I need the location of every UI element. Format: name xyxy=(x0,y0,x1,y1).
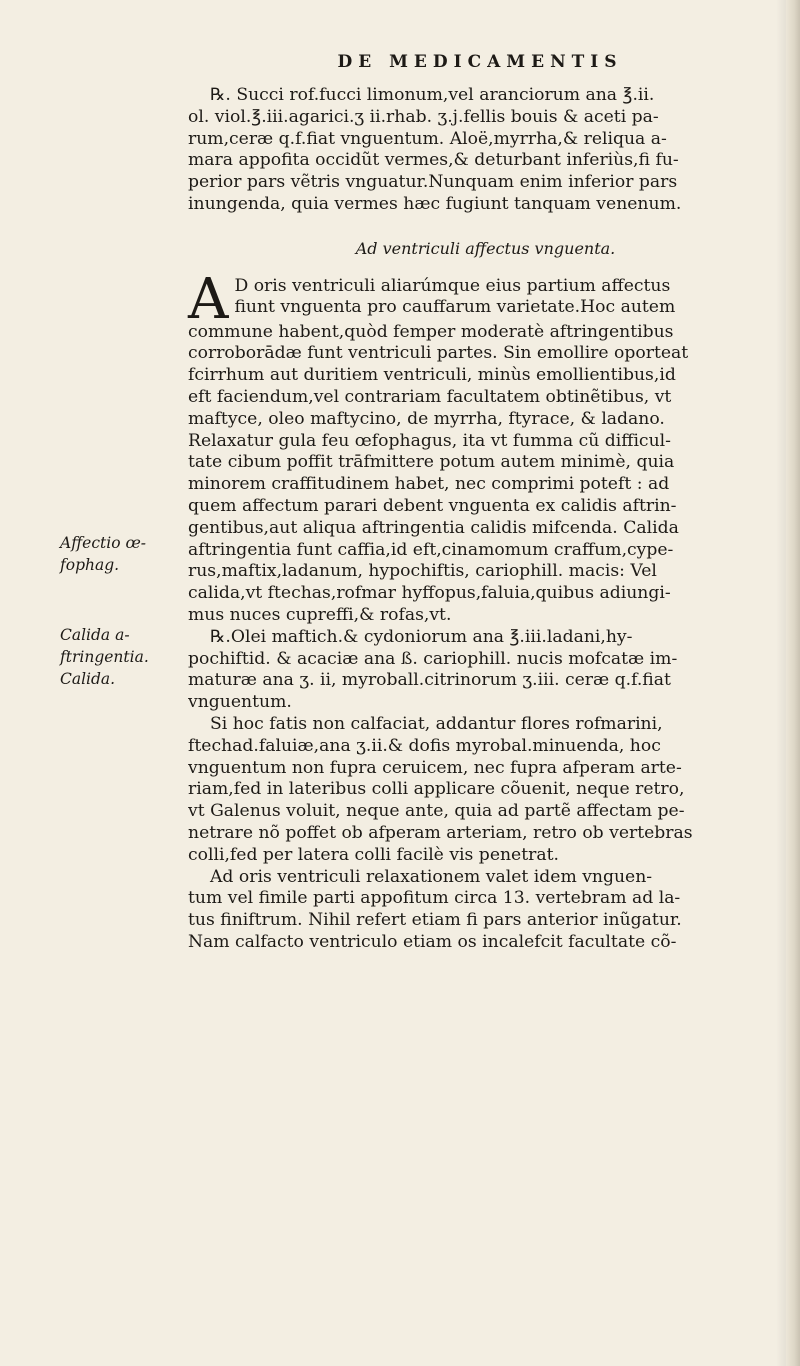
text-line: D oris ventriculi aliarúmque eius partium affectus xyxy=(234,275,671,296)
text-line: rus,maftix,ladanum, hypochiftis, cariophill. macis: Vel xyxy=(188,561,657,582)
text-line: quem affectum parari debent vnguenta ex calidis aftrin- xyxy=(188,495,677,516)
text-line: vnguentum. xyxy=(188,692,292,713)
margin-note-affectio: fophag. xyxy=(60,556,120,574)
text-line: tate cibum poffit trāfmittere potum autem minimè, quia xyxy=(188,452,675,473)
text-line: netrare nõ poffet ob afperam arteriam, retro ob vertebras xyxy=(188,822,693,843)
text-line: Ad oris ventriculi relaxationem valet idem vnguen- xyxy=(210,866,653,887)
text-line: calida,vt ftechas,rofmar hyffopus,faluia,quibus adiungi- xyxy=(188,583,671,604)
text-line: gentibus,aut aliqua aftringentia calidis mifcenda. Calida xyxy=(188,517,679,538)
text-line: riam,fed in lateribus colli applicare cõuenit, neque retro, xyxy=(188,779,685,800)
text-line: vnguentum non fupra ceruicem, nec fupra afperam arte- xyxy=(188,757,682,778)
paragraph-recipe-worms xyxy=(188,85,783,216)
text-line: colli,fed per latera colli facilè vis penetrat. xyxy=(188,844,559,865)
text-line: commune habent,quòd femper moderatè aftringentibus xyxy=(188,321,674,342)
text-line: inungenda, quia vermes hæc fugiunt tanquam venenum. xyxy=(188,193,682,214)
text-line: fcirrhum aut duritiem ventriculi, minùs emollientibus,id xyxy=(188,365,676,386)
margin-note-affectio: Affectio œ- xyxy=(60,534,147,552)
text-line: perior pars vẽtris vnguatur.Nunquam enim inferior pars xyxy=(188,172,678,193)
text-line: maturæ ana ʒ. ii, myroball.citrinorum ʒ.iii. ceræ q.f.fiat xyxy=(188,670,671,691)
text-line: mus nuces cupreffi,& rofas,vt. xyxy=(188,604,452,625)
text-line: ℞.Olei maftich.& cydoniorum ana ℥.iii.ladani,hy- xyxy=(210,626,633,647)
text-line: tum vel fimile parti appofitum circa 13. vertebram ad la- xyxy=(188,888,681,909)
text-line: Si hoc fatis non calfaciat, addantur flores rofmarini, xyxy=(210,713,663,734)
text-line: maftyce, oleo maftycino, de myrrha, ftyrace, & ladano. xyxy=(188,408,665,429)
text-line: tus finiftrum. Nihil refert etiam fi pars anterior inũgatur. xyxy=(188,910,682,931)
text-line: aftringentia funt caffia,id eft,cinamomum craffum,cype- xyxy=(188,539,674,560)
page-edge xyxy=(786,0,800,1366)
text-line: pochiftid. & acaciæ ana ß. cariophill. nucis mofcatæ im- xyxy=(188,648,678,669)
paragraph-recipe-mastic xyxy=(188,627,783,714)
paragraph-relaxation xyxy=(188,867,783,954)
margin-note-calida-astringentia: ftringentia. xyxy=(60,648,149,666)
section-heading: Ad ventriculi affectus vnguenta. xyxy=(355,238,616,258)
text-line: eft faciendum,vel contrariam facultatem obtinẽtibus, vt xyxy=(188,386,672,407)
text-line: ftechad.faluiæ,ana ʒ.ii.& dofis myrobal.minuenda, hoc xyxy=(188,735,661,756)
running-header: DE MEDICAMENTIS xyxy=(337,52,623,72)
text-line: minorem craffitudinem habet, nec comprimi poteft : ad xyxy=(188,474,670,495)
drop-cap: A xyxy=(188,266,229,332)
margin-note-calida: Calida. xyxy=(60,670,116,688)
text-line: rum,ceræ q.f.fiat vnguentum. Aloë,myrrha,& reliqua a- xyxy=(188,128,667,149)
margin-note-calida-astringentia: Calida a- xyxy=(60,626,130,644)
paragraph-stomach-ointments xyxy=(188,266,783,627)
text-line: mara appofita occidũt vermes,& deturbant inferiùs,fi fu- xyxy=(188,150,679,171)
text-line: corroborādæ funt ventriculi partes. Sin emollire oporteat xyxy=(188,343,689,364)
text-line: vt Galenus voluit, neque ante, quia ad partẽ affectam pe- xyxy=(188,801,685,822)
text-line: ol. viol.℥.iii.agarici.ʒ ii.rhab. ʒ.j.fellis bouis & aceti pa- xyxy=(188,106,659,127)
paragraph-application xyxy=(188,714,783,867)
text-line: ℞. Succi rof.fucci limonum,vel aranciorum ana ℥.ii. xyxy=(210,85,655,105)
main-text-block xyxy=(188,85,783,954)
text-line: fiunt vnguenta pro cauffarum varietate.Hoc autem xyxy=(234,297,676,318)
text-line: Nam calfacto ventriculo etiam os incalefcit facultate cõ- xyxy=(188,931,677,952)
margin-notes xyxy=(60,532,182,690)
text-line: Relaxatur gula feu œfophagus, ita vt fumma cũ difficul- xyxy=(188,430,671,451)
